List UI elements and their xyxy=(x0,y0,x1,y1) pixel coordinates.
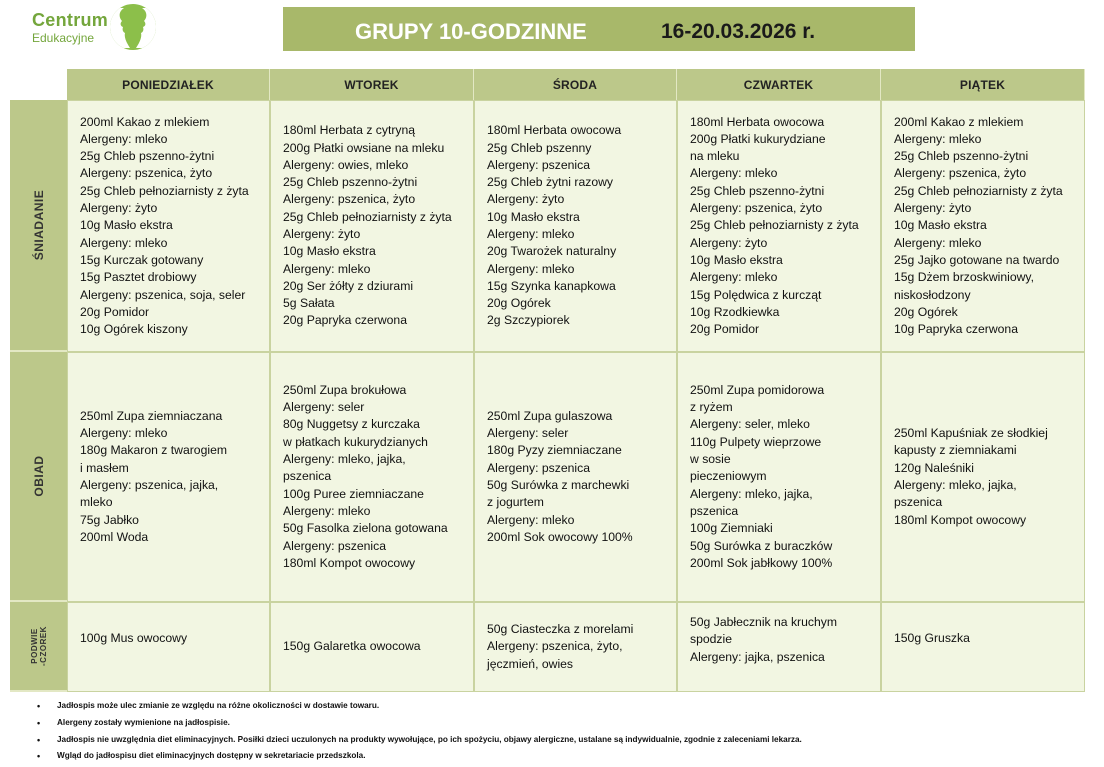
meal-label-text xyxy=(30,626,48,666)
menu-cell-text: 50g Jabłecznik na kruchym spodzie Alergeny: jajka, pszenica xyxy=(690,615,837,664)
menu-cell xyxy=(474,602,677,692)
menu-cell-text: 250ml Zupa ziemniaczana Alergeny: mleko 180g Makaron z twarogiem i masłem Alergeny: pszenica, jajka, mleko 75g Jabłko 200ml Woda xyxy=(80,408,227,544)
meal-label-afternoon-snack xyxy=(10,602,67,692)
menu-cell xyxy=(270,100,474,352)
menu-cell xyxy=(67,602,270,692)
date-range: 16-20.03.2026 r. xyxy=(661,20,816,43)
meal-label-text: ŚNIADANIE xyxy=(31,189,46,261)
day-header-tuesday: WTOREK xyxy=(270,69,474,100)
footnote: • Jadłospis nie uwzględnia diet eliminacyjnych. Posiłki dzieci uczulonych na produkty wywołujące, po ich spożyciu, objawy alergiczne, ustalane są indywidualnie, zgodnie z zaleceniami lekarza. xyxy=(37,732,1077,749)
menu-cell-text: 180ml Herbata z cytryną 200g Płatki owsiane na mleku Alergeny: owies, mleko 25g Chleb pszenno-żytni Alergeny: pszenica, żyto 25g Chleb pełnoziarnisty z żyta Alergeny: żyto 10g Masło ekstra Alergeny: mleko 20g Ser żółty z dziurami 5g Sałata 20g Papryka czerwona xyxy=(283,123,452,328)
logo xyxy=(10,4,160,52)
meal-label-line1: PODWIE xyxy=(29,628,39,664)
menu-cell-text: 250ml Zupa pomidorowa z ryżem Alergeny: seler, mleko 110g Pulpety wieprzowe w sosie pieczeniowym Alergeny: mleko, jajka, pszenica 100g Ziemniaki 50g Surówka z buraczków 200ml Sok jabłkowy 100% xyxy=(690,382,833,570)
menu-cell xyxy=(270,602,474,692)
meal-label-line2: -CZOREK xyxy=(38,626,48,666)
menu-cell-text: 180ml Herbata owocowa 25g Chleb pszenny Alergeny: pszenica 25g Chleb żytni razowy Alergeny: żyto 10g Masło ekstra Alergeny: mleko 20g Twarożek naturalny Alergeny: mleko 15g Szynka kanapkowa 20g Ogórek 2g Szczypiorek xyxy=(487,123,622,328)
footnotes xyxy=(37,698,1077,765)
menu-cell-text: 250ml Kapuśniak ze słodkiej kapusty z ziemniakami 120g Naleśniki Alergeny: mleko, jajka, pszenica 180ml Kompot owocowy xyxy=(894,426,1048,527)
menu-cell-text: 250ml Zupa gulaszowa Alergeny: seler 180g Pyzy ziemniaczane Alergeny: pszenica 50g Surówka z marchewki z jogurtem Alergeny: mleko 200ml Sok owocowy 100% xyxy=(487,408,633,544)
menu-cell-text: 150g Gruszka xyxy=(894,631,970,646)
footnote: • Jadłospis może ulec zmianie ze względu na różne okoliczności w dostawie towaru. xyxy=(37,698,1077,715)
day-header-thursday: CZWARTEK xyxy=(677,69,881,100)
menu-cell xyxy=(677,100,881,352)
menu-cell-text: 200ml Kakao z mlekiem Alergeny: mleko 25g Chleb pszenno-żytni Alergeny: pszenica, żyto 25g Chleb pełnoziarnisty z żyta Alergeny: żyto 10g Masło ekstra Alergeny: mleko 25g Jajko gotowane na twardo 15g Dżem brzoskwiniowy, niskosłodzony 20g Ogórek 10g Papryka czerwona xyxy=(894,114,1063,337)
logo-text-edukacyjne: Edukacyjne xyxy=(32,31,95,45)
menu-cell xyxy=(677,352,881,602)
menu-cell-text: 150g Galaretka owocowa xyxy=(283,639,421,654)
day-header-friday: PIĄTEK xyxy=(881,69,1085,100)
menu-cell-text: 200ml Kakao z mlekiem Alergeny: mleko 25g Chleb pszenno-żytni Alergeny: pszenica, żyto 25g Chleb pełnoziarnisty z żyta Alergeny: żyto 10g Masło ekstra Alergeny: mleko 15g Kurczak gotowany 15g Pasztet drobiowy Alergeny: pszenica, soja, seler 20g Pomidor 10g Ogórek kiszony xyxy=(80,114,249,337)
page-title: GRUPY 10-GODZINNE xyxy=(355,19,587,44)
menu-cell xyxy=(881,100,1085,352)
footnote: • Alergeny zostały wymienione na jadłospisie. xyxy=(37,715,1077,732)
menu-cell-text: 50g Ciasteczka z morelami Alergeny: pszenica, żyto, jęczmień, owies xyxy=(487,622,634,671)
menu-cell xyxy=(677,602,881,692)
menu-cell xyxy=(881,602,1085,692)
meal-label-text: OBIAD xyxy=(31,455,46,497)
menu-cell xyxy=(270,352,474,602)
menu-cell-text: 180ml Herbata owocowa 200g Płatki kukurydziane na mleku Alergeny: mleko 25g Chleb pszenno-żytni Alergeny: pszenica, żyto 25g Chleb pełnoziarnisty z żyta Alergeny: żyto 10g Masło ekstra Alergeny: mleko 15g Polędwica z kurcząt 10g Rzodkiewka 20g Pomidor xyxy=(690,114,859,337)
day-header-wednesday: ŚRODA xyxy=(474,69,677,100)
menu-cell xyxy=(474,352,677,602)
footnote: • Wgląd do jadłospisu diet eliminacyjnych dostępny w sekretariacie przedszkola. xyxy=(37,748,1077,765)
menu-cell xyxy=(881,352,1085,602)
day-header-monday: PONIEDZIAŁEK xyxy=(67,69,270,100)
menu-cell xyxy=(67,352,270,602)
logo-faces-icon xyxy=(110,4,156,50)
meal-label-lunch xyxy=(10,352,67,602)
menu-cell xyxy=(474,100,677,352)
menu-cell-text: 250ml Zupa brokułowa Alergeny: seler 80g Nuggetsy z kurczaka w płatkach kukurydzianych Alergeny: mleko, jajka, pszenica 100g Puree ziemniaczane Alergeny: mleko 50g Fasolka zielona gotowana Alergeny: pszenica 180ml Kompot owocowy xyxy=(283,382,448,570)
meal-label-breakfast xyxy=(10,100,67,352)
menu-cell-text: 100g Mus owocowy xyxy=(80,631,188,646)
menu-cell xyxy=(67,100,270,352)
logo-text-centrum: Centrum xyxy=(32,10,109,30)
title-bar xyxy=(283,7,915,51)
